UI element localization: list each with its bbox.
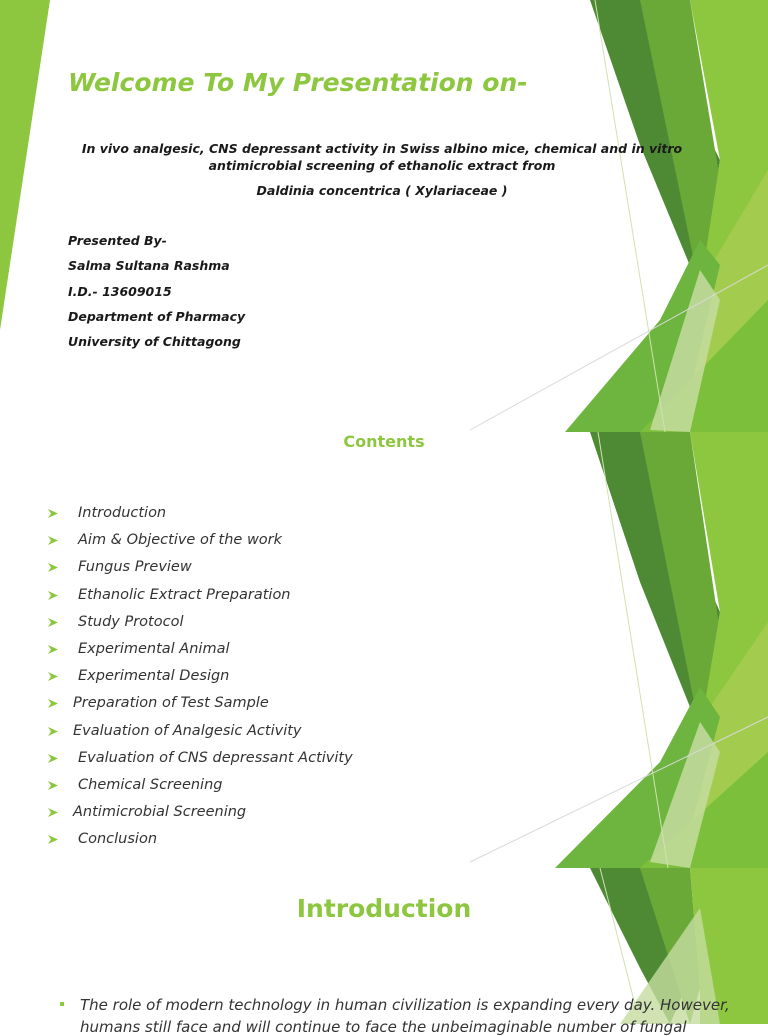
contents-slide (0, 432, 768, 868)
arrow-bullet-icon (48, 536, 58, 545)
introduction-title: Introduction (296, 894, 472, 923)
square-bullet-icon (60, 1002, 64, 1006)
arrow-bullet-icon (48, 808, 58, 817)
intro-text-line-2: humans still face and will continue to face the unbeimaginable number of fungal (80, 1018, 687, 1036)
arrow-bullet-icon (48, 781, 58, 790)
subtitle-line-1: In vivo analgesic, CNS depressant activity in Swiss albino mice, chemical and in vitro (81, 141, 683, 156)
arrow-bullet-icon (48, 563, 58, 572)
presenter-department: Department of Pharmacy (68, 309, 246, 324)
list-item-label: Evaluation of CNS depressant Activity (78, 749, 353, 766)
title-slide (0, 0, 768, 432)
list-item-label: Experimental Animal (78, 640, 230, 657)
subtitle-line-3: Daldinia concentrica ( Xylariaceae ) (256, 183, 508, 198)
list-item-label: Ethanolic Extract Preparation (78, 586, 291, 603)
arrow-bullet-icon (48, 727, 58, 736)
intro-text-line-1: The role of modern technology in human civilization is expanding every day. However, (80, 996, 730, 1014)
arrow-bullet-icon (48, 618, 58, 627)
arrow-bullet-icon (48, 835, 58, 844)
list-item-label: Fungus Preview (78, 559, 192, 576)
list-item-label: Preparation of Test Sample (73, 695, 269, 712)
contents-title: Contents (343, 432, 425, 451)
arrow-bullet-icon (48, 591, 58, 600)
introduction-slide (0, 868, 768, 1036)
presenter-university: University of Chittagong (68, 334, 241, 349)
list-item-label: Introduction (78, 505, 167, 521)
presented-by-label: Presented By- (68, 233, 167, 248)
presenter-id: I.D.- 13609015 (68, 284, 172, 299)
list-item-label: Study Protocol (78, 613, 184, 630)
arrow-bullet-icon (48, 754, 58, 763)
list-item-label: Aim & Objective of the work (78, 532, 283, 549)
green-shapes-decoration (0, 0, 768, 432)
list-item-label: Evaluation of Analgesic Activity (73, 722, 302, 739)
arrow-bullet-icon (48, 645, 58, 654)
list-item-label: Chemical Screening (78, 776, 223, 793)
arrow-bullet-icon (48, 699, 58, 708)
subtitle-line-2: antimicrobial screening of ethanolic extract from (208, 158, 556, 173)
arrow-bullet-icon (48, 672, 58, 681)
presenter-name: Salma Sultana Rashma (68, 258, 230, 273)
list-item-label: Conclusion (78, 831, 158, 848)
list-item-label: Experimental Design (78, 668, 230, 685)
list-item-label: Antimicrobial Screening (73, 804, 247, 821)
arrow-bullet-icon (48, 509, 58, 518)
presentation-title: Welcome To My Presentation on- (68, 68, 528, 97)
